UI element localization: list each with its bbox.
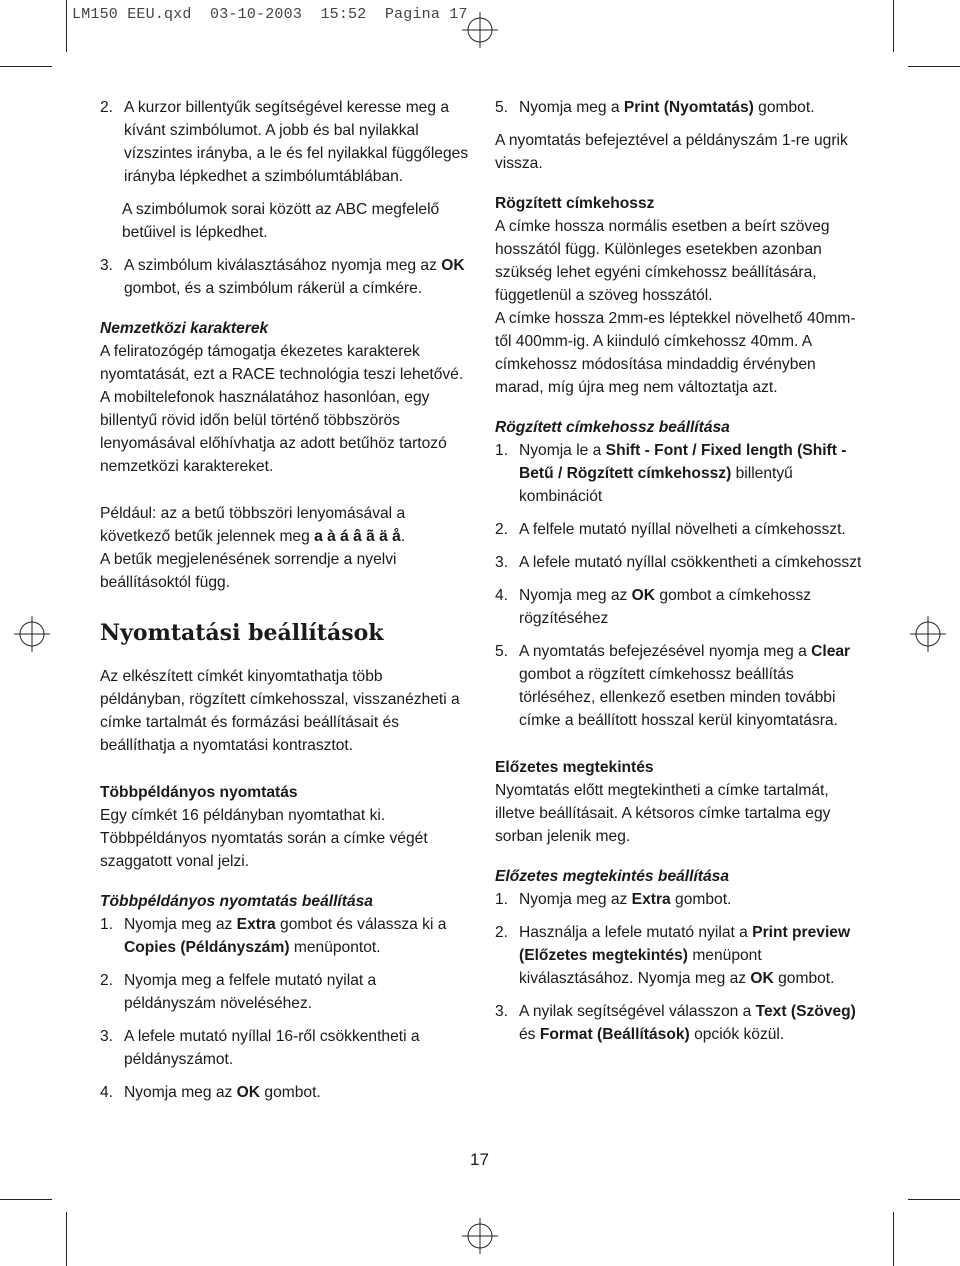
- subheading-preview: Előzetes megtekintés: [495, 759, 654, 776]
- page-number: 17: [470, 1150, 489, 1169]
- list-item: 5. Nyomja meg a Print (Nyomtatás) gombot.: [495, 99, 815, 116]
- crop-mark-top-right: [893, 0, 894, 52]
- subheading-fixed-length-settings: Rögzített címkehossz beállítása: [495, 419, 730, 436]
- crop-mark-bottom-right: [893, 1212, 894, 1266]
- crop-mark-left-lower: [0, 1199, 52, 1200]
- crop-mark-right-upper: [908, 66, 960, 67]
- list-item: [100, 96, 470, 188]
- file-slug-header: LM150 EEU.qxd 03-10-2003 15:52 Pagina 17: [72, 6, 468, 23]
- paragraph: Például: az a betű többszöri lenyomásával a következő betűk jelennek meg a à á â ã ä å.: [100, 505, 406, 545]
- subheading-multi-copy: Többpéldányos nyomtatás: [100, 784, 298, 801]
- list-item: 4. Nyomja meg az OK gombot.: [100, 1084, 321, 1101]
- registration-mark-bottom: [462, 1218, 498, 1254]
- registration-mark-left: [14, 616, 50, 652]
- crop-mark-bottom-left: [66, 1212, 67, 1266]
- list-item: 5. A nyomtatás befejezésével nyomja meg a Clear gombot a rögzített címkehossz beállítás törléséhez, ellenkező esetben minden további címke a beállított hosszal kerül kinyomtatásra.: [495, 643, 851, 729]
- list-item: 1. Nyomja meg az Extra gombot.: [495, 891, 732, 908]
- note-paragraph: A szimbólumok sorai között az ABC megfelelő betűivel is lépkedhet.: [122, 201, 440, 241]
- list-item: 2. A felfele mutató nyíllal növelheti a címkehosszt.: [495, 521, 846, 538]
- section-title-print: Nyomtatási beállítások: [100, 620, 384, 646]
- subheading-fixed-length: Rögzített címkehossz: [495, 195, 655, 212]
- paragraph: A címke hossza normális esetben a beírt szöveg hosszától függ. Különleges esetekben azonban szükség lehet egyéni címkehossz beállítására, függetlenül a szöveg hosszától.: [495, 218, 830, 304]
- paragraph: A nyomtatás befejeztével a példányszám 1-re ugrik vissza.: [495, 132, 848, 172]
- section-heading-intl: Nemzetközi karakterek: [100, 320, 269, 337]
- registration-mark-right: [910, 616, 946, 652]
- right-column: [495, 96, 865, 1046]
- paragraph: Az elkészített címkét kinyomtathatja több példányban, rögzített címkehosszal, visszanézheti a címke tartalmát és formázási beállításait és beállíthatja a nyomtatási kontrasztot.: [100, 668, 460, 754]
- list-item: 2. Használja a lefele mutató nyilat a Print preview (Előzetes megtekintés) menüpont kiválasztásához. Nyomja meg az OK gombot.: [495, 924, 851, 987]
- list-number: 2.: [100, 99, 114, 116]
- subheading-multi-copy-settings: Többpéldányos nyomtatás beállítása: [100, 893, 373, 910]
- subheading-preview-settings: Előzetes megtekintés beállítása: [495, 868, 730, 885]
- crop-mark-left-upper: [0, 66, 52, 67]
- paragraph: A betűk megjelenésének sorrendje a nyelvi beállításoktól függ.: [100, 551, 397, 591]
- registration-mark-top: [462, 12, 498, 48]
- list-text: A kurzor billentyűk segítségével keresse meg a kívánt szimbólumot. A jobb és bal nyilakkal vízszintes irányba, a le és fel nyilakkal függőleges irányba lépkedhet a szimbólumtáblában.: [124, 99, 469, 185]
- list-item: 3. A lefele mutató nyíllal 16-ről csökkentheti a példányszámot.: [100, 1028, 420, 1068]
- list-item: 4. Nyomja meg az OK gombot a címkehossz rögzítéséhez: [495, 587, 812, 627]
- list-item: 3. A lefele mutató nyíllal csökkentheti a címkehosszt: [495, 554, 862, 571]
- list-item: 1. Nyomja le a Shift - Font / Fixed length (Shift - Betű / Rögzített címkehossz) billentyű kombinációt: [495, 442, 847, 505]
- crop-mark-right-lower: [908, 1199, 960, 1200]
- list-number: 3.: [100, 257, 114, 274]
- list-item: 3. A nyilak segítségével válasszon a Text (Szöveg) és Format (Beállítások) opciók közül.: [495, 1003, 856, 1043]
- paragraph: Egy címkét 16 példányban nyomtathat ki. Többpéldányos nyomtatás során a címke végét szaggatott vonal jelzi.: [100, 807, 428, 870]
- list-item: 2. Nyomja meg a felfele mutató nyilat a példányszám növeléséhez.: [100, 972, 377, 1012]
- crop-mark-top-left: [66, 0, 67, 52]
- paragraph: A címke hossza 2mm-es léptekkel növelhető 40mm-től 400mm-ig. A kiinduló címkehossz 40mm. A címkehossz módosítása mindaddig érvényben marad, míg újra meg nem változtatja azt.: [495, 310, 856, 396]
- list-item: 1. Nyomja meg az Extra gombot és válassza ki a Copies (Példányszám) menüpontot.: [100, 916, 447, 956]
- list-text: A szimbólum kiválasztásához nyomja meg az OK gombot, és a szimbólum rákerül a címkére.: [124, 257, 465, 297]
- paragraph: A feliratozógép támogatja ékezetes karakterek nyomtatását, ezt a RACE technológia teszi lehetővé. A mobiltelefonok használatához hasonlóan, egy billentyű rövid időn belül történő többszörös lenyomásával előhívhatja az adott betűhöz tartozó nemzetközi karaktereket.: [100, 343, 464, 475]
- paragraph: Nyomtatás előtt megtekintheti a címke tartalmát, illetve beállításait. A kétsoros címke tartalma egy sorban jelenik meg.: [495, 782, 831, 845]
- list-item: [100, 254, 470, 300]
- accented-chars: a à á â ã ä å: [314, 528, 401, 545]
- left-column: [100, 96, 470, 1104]
